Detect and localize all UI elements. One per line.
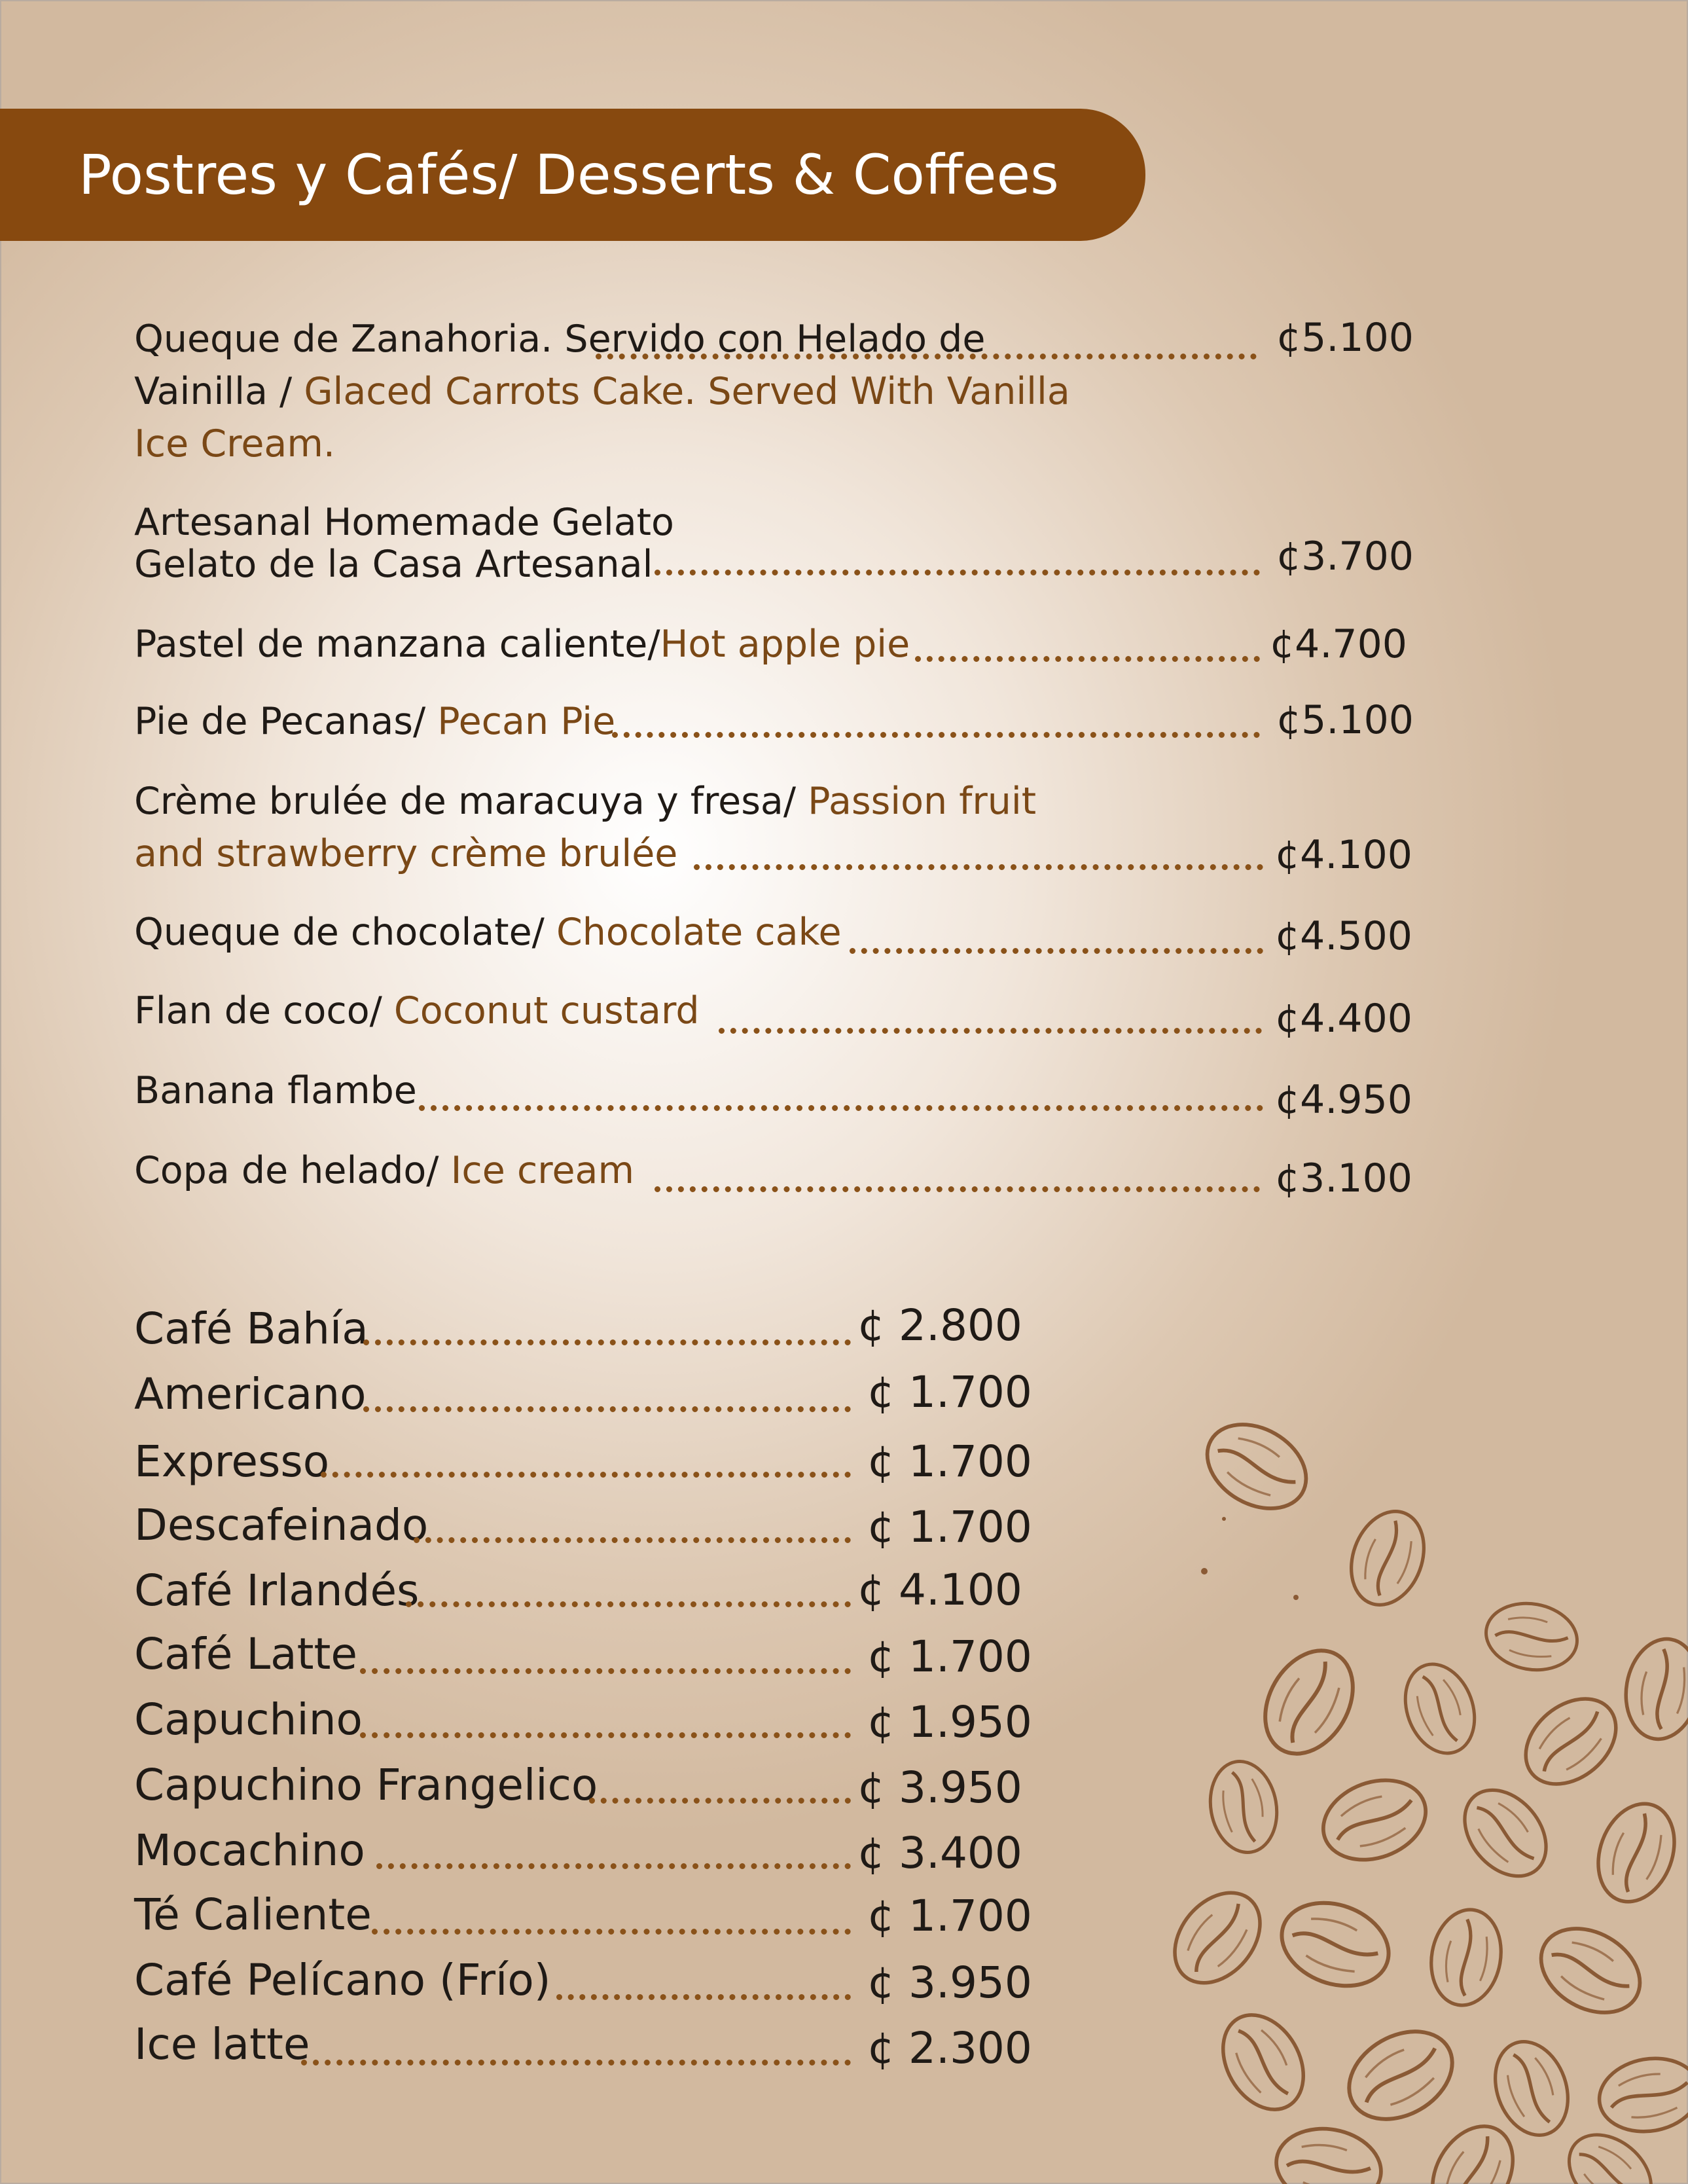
coffee-beans-icon (1165, 1401, 1688, 2184)
dot-leader (414, 1537, 851, 1543)
coffee-price: ¢ 1.950 (867, 1697, 1032, 1747)
dessert-price: ¢3.100 (1275, 1156, 1412, 1201)
dessert-name-en: Artesanal Homemade Gelato (134, 501, 674, 544)
dot-leader (406, 1601, 851, 1607)
dot-leader (719, 1028, 1262, 1034)
coffee-price: ¢ 1.700 (867, 1891, 1032, 1941)
dot-leader (612, 732, 1260, 738)
dessert-name-es: Copa de helado/ (134, 1149, 451, 1192)
dessert-name-es: Queque de chocolate/ (134, 911, 556, 954)
coffee-price: ¢ 1.700 (867, 1502, 1032, 1552)
dessert-name-es: Flan de coco/ (134, 989, 394, 1032)
coffee-name: Ice latte (134, 2019, 310, 2069)
coffee-price: ¢ 2.300 (867, 2023, 1032, 2073)
dessert-name-es: Crème brulée de maracuya y fresa/ (134, 780, 808, 823)
coffee-name: Capuchino Frangelico (134, 1760, 598, 1810)
dessert-name-es-cont: Vainilla / (134, 370, 304, 413)
coffee-price: ¢ 2.800 (857, 1300, 1022, 1351)
dessert-name-en-cont: Ice Cream. (134, 422, 335, 465)
coffee-name: Mocachino (134, 1825, 365, 1876)
dot-leader (372, 1929, 851, 1935)
coffee-price: ¢ 3.400 (857, 1828, 1022, 1878)
dessert-name-en: Glaced Carrots Cake. Served With Vanilla (304, 370, 1070, 413)
dot-leader (321, 1472, 851, 1478)
dessert-name-es: Queque de Zanahoria. Servido con Helado de (134, 318, 986, 361)
coffee-name: Descafeinado (134, 1500, 429, 1550)
dessert-name-en: Hot apple pie (660, 623, 910, 666)
dessert-name-en-cont: and strawberry crème brulée (134, 832, 678, 875)
coffee-price: ¢ 3.950 (867, 1957, 1032, 2008)
coffee-name: Capuchino (134, 1694, 363, 1745)
header-banner (0, 109, 1145, 241)
dot-leader (363, 1406, 851, 1412)
coffee-price: ¢ 1.700 (867, 1367, 1032, 1417)
dessert-price: ¢4.500 (1275, 913, 1412, 959)
dessert-price: ¢4.950 (1275, 1077, 1412, 1123)
dot-leader (419, 1105, 1263, 1111)
dessert-name-en: Chocolate cake (556, 911, 842, 954)
dot-leader (655, 1186, 1260, 1192)
coffee-name: Café Pelícano (Frío) (134, 1955, 551, 2005)
coffee-price: ¢ 1.700 (867, 1436, 1032, 1487)
dessert-price: ¢5.100 (1276, 697, 1414, 743)
coffee-price: ¢ 3.950 (857, 1762, 1022, 1813)
dot-leader (694, 864, 1263, 870)
dot-leader (363, 1339, 851, 1345)
dessert-name-en: Coconut custard (393, 989, 700, 1032)
dessert-price: ¢5.100 (1276, 315, 1414, 361)
dot-leader (915, 656, 1260, 662)
dot-leader (376, 1863, 851, 1869)
dessert-price: ¢4.400 (1275, 996, 1412, 1042)
dot-leader (589, 1798, 851, 1804)
page-title: Postres y Cafés/ Desserts & Coffees (79, 143, 1059, 207)
coffee-name: Americano (134, 1369, 367, 1419)
dessert-name-es: Banana flambe (134, 1069, 417, 1112)
dessert-name-es: Pie de Pecanas/ (134, 700, 438, 743)
dessert-name-es: Gelato de la Casa Artesanal (134, 543, 653, 586)
dot-leader (850, 948, 1263, 954)
dessert-name-en: Passion fruit (808, 780, 1037, 823)
dot-leader (360, 1732, 851, 1738)
dessert-name-en: Pecan Pie (437, 700, 616, 743)
dessert-price: ¢4.700 (1270, 621, 1407, 667)
dessert-price: ¢4.100 (1275, 832, 1412, 878)
coffee-name: Té Caliente (134, 1889, 372, 1940)
coffee-name: Café Irlandés (134, 1565, 420, 1616)
dot-leader (655, 570, 1260, 575)
coffee-price: ¢ 1.700 (867, 1631, 1032, 1682)
dessert-name-en: Ice cream (450, 1149, 634, 1192)
dot-leader (556, 1994, 851, 2000)
coffee-price: ¢ 4.100 (857, 1565, 1022, 1615)
dessert-name-es: Pastel de manzana caliente/ (134, 623, 660, 666)
dot-leader (360, 1668, 851, 1674)
coffee-name: Café Bahía (134, 1303, 368, 1354)
coffee-name: Expresso (134, 1436, 330, 1487)
coffee-name: Café Latte (134, 1629, 357, 1679)
dot-leader (301, 2060, 851, 2066)
dot-leader (596, 354, 1257, 359)
dessert-price: ¢3.700 (1276, 534, 1414, 579)
